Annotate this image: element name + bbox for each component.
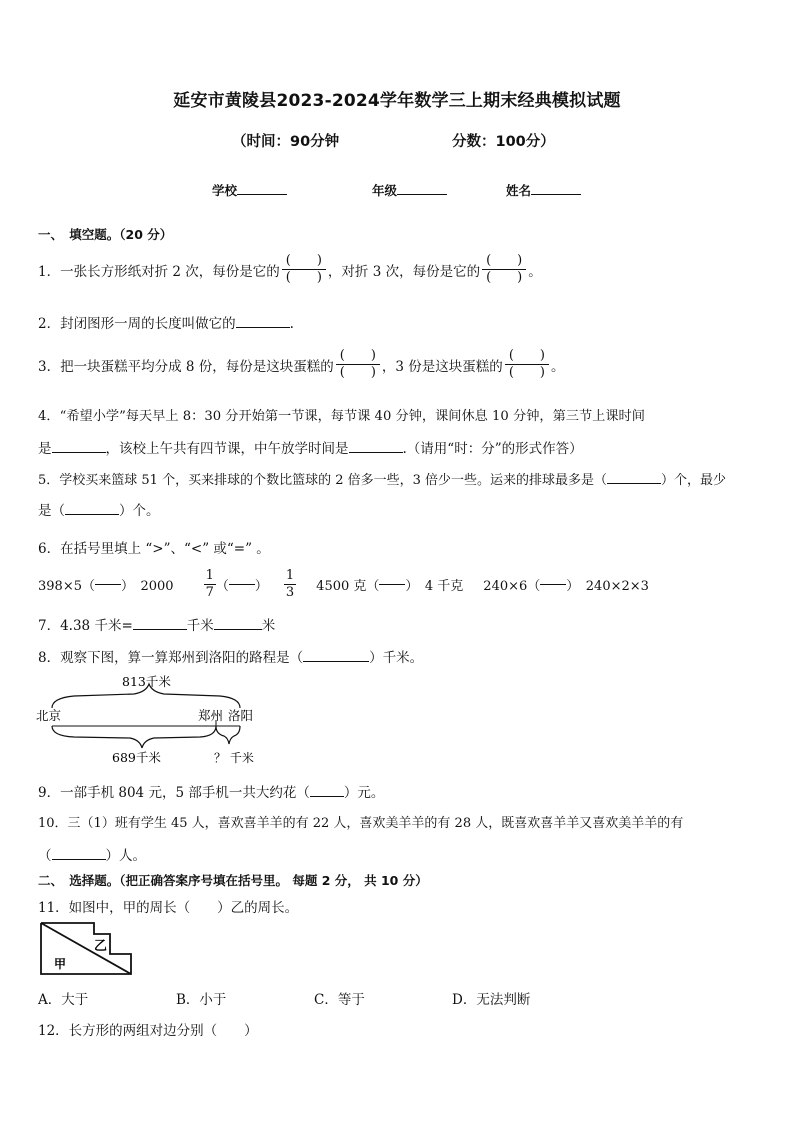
- school-blank[interactable]: [237, 194, 287, 195]
- name-blank[interactable]: [531, 194, 581, 195]
- zhengzhou-label: 郑州: [198, 708, 224, 723]
- beijing-label: 北京: [36, 708, 62, 723]
- question-9: 9．一部手机 804 元，5 部手机一共大约花（ ）元。: [38, 785, 385, 801]
- jia-label: 甲: [54, 957, 67, 971]
- fraction-one-seventh: $\frac{1}{7}$: [205, 568, 214, 600]
- answer-blank[interactable]: [214, 629, 262, 630]
- compare-blank[interactable]: [540, 584, 566, 585]
- question-6: 6．在括号里填上 “>”、“<” 或“=” 。: [38, 541, 270, 557]
- question-7: 7．4.38 千米= 千米 米: [38, 618, 276, 634]
- option-c[interactable]: C．等于: [314, 992, 365, 1008]
- section-2-heading: 二、 选择题。（把正确答案序号填在括号里。 每题 2 分， 共 10 分）: [38, 873, 428, 888]
- page-title: 延安市黄陵县2023-2024学年数学三上期末经典模拟试题: [173, 91, 621, 111]
- answer-blank[interactable]: [65, 514, 119, 515]
- grade-field: 年级: [372, 181, 447, 199]
- answer-fraction[interactable]: $\frac{( )}{( )}$: [336, 348, 380, 381]
- question-4-line-1: 4．“希望小学”每天早上 8：30 分开始第一节课，每节课 40 分钟，课间休息 10 分钟，第三节上课时间: [38, 409, 645, 424]
- perimeter-figure: [40, 922, 134, 976]
- compare-blank[interactable]: [229, 584, 255, 585]
- question-10-line-1: 10．三（1）班有学生 45 人，喜欢喜羊羊的有 22 人，喜欢美羊羊的有 28 人，既喜欢喜羊羊又喜欢美羊羊的有: [38, 816, 684, 831]
- answer-blank[interactable]: [133, 629, 187, 630]
- luoyang-label: 洛阳: [228, 708, 254, 723]
- answer-fraction[interactable]: $\frac{( )}{( )}$: [282, 253, 326, 286]
- fraction-one-third: $\frac{1}{3}$: [285, 568, 295, 600]
- compare-blank[interactable]: [95, 584, 121, 585]
- question-12: 12．长方形的两组对边分别（ ）: [38, 1023, 258, 1039]
- question-10-line-2: （ ）人。: [38, 848, 146, 864]
- distance-813-label: 813千米: [122, 674, 171, 689]
- question-2: 2．封闭图形一周的长度叫做它的 .: [38, 316, 294, 332]
- question-8: 8．观察下图，算一算郑州到洛阳的路程是（ ）千米。: [38, 650, 424, 666]
- name-field: 姓名: [506, 181, 581, 199]
- section-1-heading: 一、 填空题。（20 分）: [38, 227, 173, 242]
- answer-blank[interactable]: [52, 452, 106, 453]
- answer-blank[interactable]: [52, 859, 106, 860]
- answer-blank[interactable]: [310, 796, 344, 797]
- yi-label: 乙: [94, 939, 108, 954]
- question-3: 3．把一块蛋糕平均分成 8 份，每份是这块蛋糕的 $\frac{( )}{( )}$ ，3 份是这块蛋糕的 $\frac{( )}{( )}$ 。: [38, 348, 565, 380]
- distance-689-label: 689千米: [112, 750, 161, 765]
- small-brace: [216, 726, 240, 744]
- answer-fraction[interactable]: $\frac{( )}{( )}$: [482, 253, 526, 286]
- answer-blank[interactable]: [236, 327, 290, 328]
- answer-blank[interactable]: [607, 483, 661, 484]
- answer-blank[interactable]: [303, 661, 369, 662]
- option-b[interactable]: B．小于: [176, 992, 227, 1008]
- question-5-line-2: 是（ ）个。: [38, 503, 160, 519]
- question-1: 1．一张长方形纸对折 2 次，每份是它的 $\frac{( )}{( )}$ ，对折 3 次，每份是它的 $\frac{( )}{( )}$ 。: [38, 253, 542, 285]
- answer-blank[interactable]: [349, 452, 403, 453]
- route-diagram-svg: [34, 670, 274, 770]
- perimeter-figure-svg: [40, 922, 134, 976]
- exam-score: 分数：100分）: [452, 134, 555, 150]
- unknown-distance-label: ？ 千米: [214, 751, 254, 765]
- question-11: 11．如图中，甲的周长（ ）乙的周长。: [38, 900, 299, 916]
- option-a[interactable]: A．大于: [38, 992, 89, 1008]
- question-6-items: 398×5（ ） 2000 $\frac{1}{7}$ （ ） $\frac{1}{3}$ 4500 克（ ） 4 千克 240×6（ ） 240×2×3: [38, 568, 649, 600]
- option-d[interactable]: D．无法判断: [452, 992, 531, 1008]
- question-5-line-1: 5．学校买来篮球 51 个，买来排球的个数比篮球的 2 倍多一些，3 倍少一些。运来的排球最多是（ ）个，最少: [38, 473, 727, 488]
- bottom-brace: [52, 726, 216, 748]
- grade-blank[interactable]: [397, 194, 447, 195]
- school-field: 学校: [212, 181, 287, 199]
- question-4-line-2: 是 ，该校上午共有四节课，中午放学时间是 .（请用“时：分”的形式作答）: [38, 441, 583, 457]
- route-diagram: [34, 670, 274, 770]
- compare-blank[interactable]: [379, 584, 405, 585]
- exam-time: （时间：90分钟: [232, 134, 340, 150]
- answer-fraction[interactable]: $\frac{( )}{( )}$: [505, 348, 549, 381]
